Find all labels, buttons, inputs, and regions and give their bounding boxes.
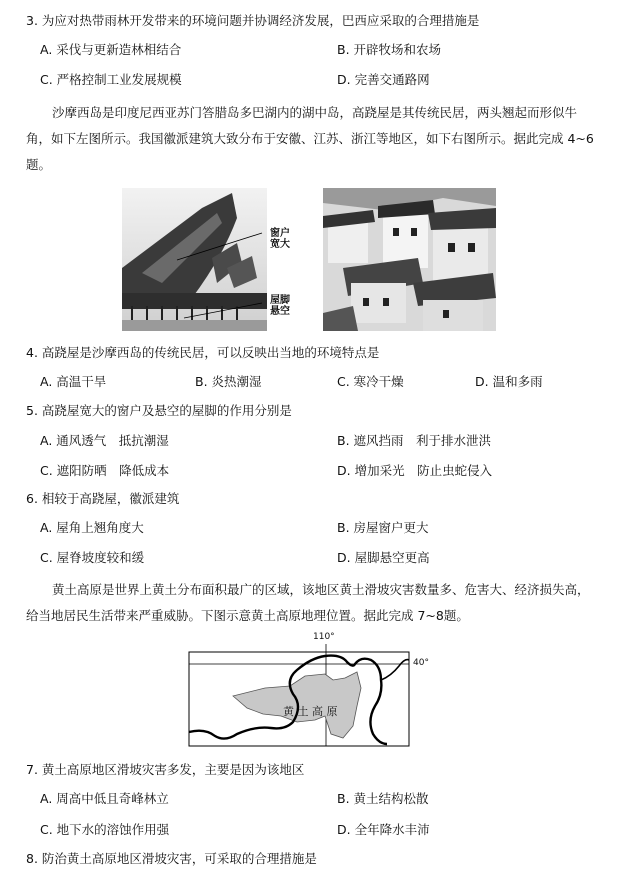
q7-stem: 7. 黄土高原地区滑坡灾害多发，主要是因为该地区 bbox=[26, 762, 305, 777]
label-stilt-foot-text: 屋脚 悬空 bbox=[270, 295, 290, 317]
q4-option-b: B. 炎热潮湿 bbox=[195, 374, 262, 389]
q3-option-a: A. 采伐与更新造林相结合 bbox=[40, 42, 182, 57]
q8-stem: 8. 防治黄土高原地区滑坡灾害，可采取的合理措施是 bbox=[26, 851, 317, 866]
intro-paragraph-2: 黄土高原是世界上黄土分布面积最广的区域，该地区黄土滑坡灾害数量多、危害大、经济损失高，给当地居民生活带来严重威胁。下图示意黄土高原地理位置。据此完成 7~8题。 bbox=[26, 582, 590, 623]
q6-option-a: A. 屋角上翘角度大 bbox=[40, 520, 144, 535]
latitude-label: 40° bbox=[413, 658, 429, 668]
q6-stem: 6. 相较于高跷屋，徽派建筑 bbox=[26, 491, 180, 506]
stilt-house-photo bbox=[122, 188, 267, 331]
q7-option-d: D. 全年降水丰沛 bbox=[337, 822, 430, 837]
q6-option-c: C. 屋脊坡度较和缓 bbox=[40, 550, 145, 565]
q7-option-a: A. 周高中低且奇峰林立 bbox=[40, 791, 169, 806]
huizhou-architecture-photo bbox=[323, 188, 496, 331]
q5-option-c: C. 遮阳防晒 降低成本 bbox=[40, 463, 170, 478]
q4-option-a: A. 高温干旱 bbox=[40, 374, 107, 389]
q5-option-b: B. 遮风挡雨 利于排水泄洪 bbox=[337, 433, 492, 448]
q3-option-d: D. 完善交通路网 bbox=[337, 72, 430, 87]
q4-option-c: C. 寒冷干燥 bbox=[337, 374, 404, 389]
q5-option-a: A. 通风透气 抵抗潮湿 bbox=[40, 433, 169, 448]
q3-option-c: C. 严格控制工业发展规模 bbox=[40, 72, 182, 87]
intro-paragraph-1: 沙摩西岛是印度尼西亚苏门答腊岛多巴湖内的湖中岛，高跷屋是其传统民居，两头翘起而形似牛角，如下左图所示。我国徽派建筑大致分布于安徽、江苏、浙江等地区，如下右图所示。据此完成 4~6题。 bbox=[26, 105, 594, 172]
region-label: 黄 土 高 原 bbox=[283, 705, 338, 718]
longitude-label: 110° bbox=[313, 632, 335, 642]
loess-plateau-map bbox=[185, 632, 429, 748]
label-stilt-foot bbox=[270, 295, 292, 317]
q7-option-c: C. 地下水的溶蚀作用强 bbox=[40, 822, 170, 837]
q4-option-d: D. 温和多雨 bbox=[475, 374, 543, 389]
label-wide-window-text: 窗户 宽大 bbox=[270, 228, 290, 250]
q5-stem: 5. 高跷屋宽大的窗户及悬空的屋脚的作用分别是 bbox=[26, 403, 292, 418]
q6-option-b: B. 房屋窗户更大 bbox=[337, 520, 429, 535]
q7-option-b: B. 黄土结构松散 bbox=[337, 791, 429, 806]
label-wide-window bbox=[270, 228, 292, 250]
q3-option-b: B. 开辟牧场和农场 bbox=[337, 42, 442, 57]
q5-option-d: D. 增加采光 防止虫蛇侵入 bbox=[337, 463, 493, 478]
q3-stem: 3. 为应对热带雨林开发带来的环境问题并协调经济发展，巴西应采取的合理措施是 bbox=[26, 13, 480, 28]
q6-option-d: D. 屋脚悬空更高 bbox=[337, 550, 430, 565]
q4-stem: 4. 高跷屋是沙摩西岛的传统民居，可以反映出当地的环境特点是 bbox=[26, 345, 380, 360]
